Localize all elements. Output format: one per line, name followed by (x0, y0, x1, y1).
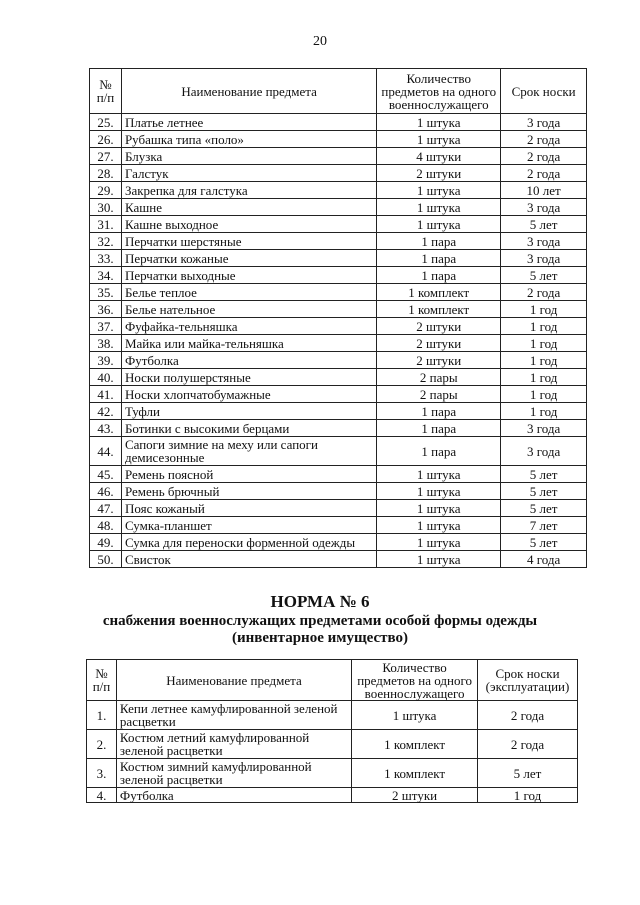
table-row (90, 267, 587, 284)
row-name: Перчатки кожаные (121, 250, 376, 267)
row-term: 7 лет (501, 517, 587, 534)
row-num: 41. (90, 386, 122, 403)
row-term: 1 год (501, 335, 587, 352)
row-qty: 1 комплект (352, 759, 478, 788)
row-term: 3 года (501, 233, 587, 250)
row-qty: 1 штука (352, 701, 478, 730)
row-qty: 1 штука (377, 216, 501, 233)
row-term: 2 года (501, 148, 587, 165)
row-name: Перчатки шерстяные (121, 233, 376, 250)
table-row (90, 517, 587, 534)
row-term: 3 года (501, 420, 587, 437)
row-num: 47. (90, 500, 122, 517)
table-row (90, 437, 587, 466)
row-num: 39. (90, 352, 122, 369)
row-num: 50. (90, 551, 122, 568)
row-num: 30. (90, 199, 122, 216)
row-num: 48. (90, 517, 122, 534)
row-term: 5 лет (501, 534, 587, 551)
row-name: Ремень брючный (121, 483, 376, 500)
row-num: 45. (90, 466, 122, 483)
row-term: 4 года (501, 551, 587, 568)
row-term: 1 год (478, 788, 578, 803)
row-name: Пояс кожаный (121, 500, 376, 517)
table-row (90, 165, 587, 182)
table-row (90, 199, 587, 216)
row-num: 33. (90, 250, 122, 267)
row-num: 37. (90, 318, 122, 335)
row-name: Сумка для переноски форменной одежды (121, 534, 376, 551)
table-row (90, 534, 587, 551)
row-qty: 1 штука (377, 483, 501, 500)
row-name: Кашне выходное (121, 216, 376, 233)
row-num: 29. (90, 182, 122, 199)
row-qty: 1 пара (377, 250, 501, 267)
row-num: 26. (90, 131, 122, 148)
row-name: Фуфайка-тельняшка (121, 318, 376, 335)
table-header-row (87, 660, 578, 701)
row-qty: 2 штуки (377, 165, 501, 182)
header-term: Срок носки (501, 69, 587, 114)
table-row (90, 318, 587, 335)
table-row (90, 500, 587, 517)
row-term: 3 года (501, 114, 587, 131)
row-qty: 1 штука (377, 551, 501, 568)
row-num: 25. (90, 114, 122, 131)
header-name: Наименование предмета (116, 660, 351, 701)
row-name: Ремень поясной (121, 466, 376, 483)
row-term: 2 года (501, 165, 587, 182)
row-num: 46. (90, 483, 122, 500)
row-qty: 1 штука (377, 517, 501, 534)
row-qty: 2 пары (377, 386, 501, 403)
row-name: Костюм летний камуфлированной зеленой расцветки (116, 730, 351, 759)
header-num: № п/п (87, 660, 117, 701)
row-qty: 2 штуки (352, 788, 478, 803)
row-name: Перчатки выходные (121, 267, 376, 284)
row-name: Носки полушерстяные (121, 369, 376, 386)
row-num: 27. (90, 148, 122, 165)
row-name: Футболка (121, 352, 376, 369)
table-row (90, 551, 587, 568)
table-row (90, 466, 587, 483)
norm-subtitle-inventory: (инвентарное имущество) (231, 630, 408, 646)
table-row (87, 759, 578, 788)
row-qty: 1 штука (377, 114, 501, 131)
table-row (87, 788, 578, 803)
row-name: Рубашка типа «поло» (121, 131, 376, 148)
row-num: 32. (90, 233, 122, 250)
row-qty: 1 штука (377, 534, 501, 551)
table-row (90, 216, 587, 233)
row-qty: 1 штука (377, 182, 501, 199)
row-num: 49. (90, 534, 122, 551)
special-uniform-table (86, 659, 578, 803)
row-num: 2. (87, 730, 117, 759)
row-term: 2 года (501, 131, 587, 148)
row-term: 3 года (501, 199, 587, 216)
row-num: 36. (90, 301, 122, 318)
row-num: 40. (90, 369, 122, 386)
row-term: 3 года (501, 250, 587, 267)
row-name: Блузка (121, 148, 376, 165)
row-num: 35. (90, 284, 122, 301)
row-name: Платье летнее (121, 114, 376, 131)
row-num: 1. (87, 701, 117, 730)
row-name: Закрепка для галстука (121, 182, 376, 199)
row-num: 34. (90, 267, 122, 284)
row-qty: 1 пара (377, 403, 501, 420)
row-name: Белье нательное (121, 301, 376, 318)
uniform-items-table (89, 68, 587, 568)
table-row (90, 114, 587, 131)
row-name: Белье теплое (121, 284, 376, 301)
row-qty: 1 пара (377, 233, 501, 250)
row-qty: 1 штука (377, 199, 501, 216)
table-row (90, 233, 587, 250)
row-term: 5 лет (501, 267, 587, 284)
row-qty: 1 штука (377, 131, 501, 148)
table-row (90, 483, 587, 500)
row-num: 38. (90, 335, 122, 352)
row-term: 5 лет (478, 759, 578, 788)
row-name: Костюм зимний камуфлированной зеленой расцветки (116, 759, 351, 788)
row-qty: 2 штуки (377, 318, 501, 335)
row-term: 1 год (501, 318, 587, 335)
row-term: 5 лет (501, 500, 587, 517)
row-num: 42. (90, 403, 122, 420)
table-row (90, 335, 587, 352)
row-qty: 1 комплект (377, 301, 501, 318)
table-row (90, 369, 587, 386)
table-row (87, 730, 578, 759)
table-row (90, 131, 587, 148)
row-qty: 2 штуки (377, 352, 501, 369)
row-name: Галстук (121, 165, 376, 182)
norm-subtitle: снабжения военнослужащих предметами особой формы одежды (102, 613, 538, 629)
row-num: 3. (87, 759, 117, 788)
row-name: Ботинки с высокими берцами (121, 420, 376, 437)
row-term: 10 лет (501, 182, 587, 199)
header-qty: Количество предметов на одного военнослужащего (377, 69, 501, 114)
row-term: 3 года (501, 437, 587, 466)
table-row (87, 701, 578, 730)
row-term: 1 год (501, 369, 587, 386)
row-num: 28. (90, 165, 122, 182)
row-qty: 1 штука (377, 466, 501, 483)
row-num: 44. (90, 437, 122, 466)
row-qty: 1 комплект (377, 284, 501, 301)
row-num: 31. (90, 216, 122, 233)
header-term: Срок носки (эксплуатации) (478, 660, 578, 701)
row-qty: 1 комплект (352, 730, 478, 759)
table-row (90, 403, 587, 420)
row-qty: 1 пара (377, 437, 501, 466)
row-term: 5 лет (501, 483, 587, 500)
row-term: 1 год (501, 403, 587, 420)
row-num: 4. (87, 788, 117, 803)
table-row (90, 182, 587, 199)
table-row (90, 250, 587, 267)
row-num: 43. (90, 420, 122, 437)
norm-title: НОРМА № 6 (270, 592, 370, 611)
row-term: 1 год (501, 386, 587, 403)
row-term: 2 года (478, 730, 578, 759)
row-name: Носки хлопчатобумажные (121, 386, 376, 403)
row-name: Кепи летнее камуфлированной зеленой расцветки (116, 701, 351, 730)
row-qty: 2 штуки (377, 335, 501, 352)
row-name: Туфли (121, 403, 376, 420)
row-term: 5 лет (501, 466, 587, 483)
page-number: 20 (313, 34, 327, 49)
row-term: 2 года (501, 284, 587, 301)
row-name: Футболка (116, 788, 351, 803)
table-row (90, 420, 587, 437)
row-name: Свисток (121, 551, 376, 568)
row-qty: 1 штука (377, 500, 501, 517)
row-term: 5 лет (501, 216, 587, 233)
header-qty: Количество предметов на одного военнослужащего (352, 660, 478, 701)
table-row (90, 301, 587, 318)
row-qty: 2 пары (377, 369, 501, 386)
table-row (90, 148, 587, 165)
row-name: Сумка-планшет (121, 517, 376, 534)
row-qty: 1 пара (377, 267, 501, 284)
row-qty: 4 штуки (377, 148, 501, 165)
row-name: Майка или майка-тельняшка (121, 335, 376, 352)
row-term: 1 год (501, 301, 587, 318)
row-term: 2 года (478, 701, 578, 730)
table-row (90, 386, 587, 403)
row-qty: 1 пара (377, 420, 501, 437)
row-term: 1 год (501, 352, 587, 369)
row-name: Кашне (121, 199, 376, 216)
table-row (90, 352, 587, 369)
table-row (90, 284, 587, 301)
header-name: Наименование предмета (121, 69, 376, 114)
table-header-row (90, 69, 587, 114)
header-num: № п/п (90, 69, 122, 114)
row-name: Сапоги зимние на меху или сапоги демисезонные (121, 437, 376, 466)
